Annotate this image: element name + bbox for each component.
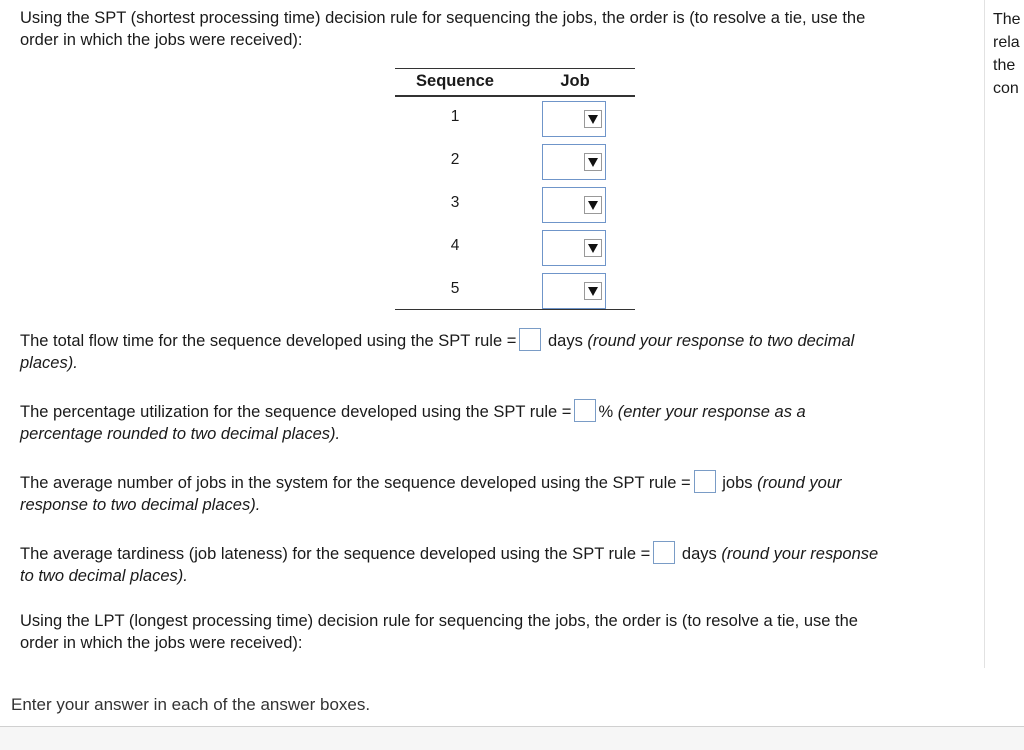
side-panel	[993, 8, 1024, 100]
sequence-number: 2	[450, 151, 460, 168]
spt-intro	[20, 7, 865, 51]
sequence-number: 1	[450, 108, 460, 125]
jobs-hint: (round your	[757, 474, 842, 492]
table-row	[395, 226, 635, 269]
job-select-4[interactable]	[542, 230, 606, 266]
dropdown-arrow-icon[interactable]	[584, 196, 602, 214]
job-select-5[interactable]	[542, 273, 606, 309]
tardy-unit: days	[681, 545, 717, 563]
lpt-intro-line2: order in which the jobs were received):	[20, 634, 303, 652]
side-line: the	[993, 57, 1016, 74]
util-hint: (enter your response as a	[617, 403, 806, 421]
panel-divider	[984, 0, 985, 668]
table-row	[395, 140, 635, 183]
tardy-prefix: The average tardiness (job lateness) for the sequence developed using the SPT rule =	[20, 545, 651, 563]
question-utilization	[20, 401, 806, 445]
jobs-prefix: The average number of jobs in the system for the sequence developed using the SPT rule =	[20, 474, 691, 492]
flow-time-input[interactable]	[519, 328, 541, 351]
dropdown-arrow-icon[interactable]	[584, 110, 602, 128]
dropdown-arrow-icon[interactable]	[584, 153, 602, 171]
dropdown-arrow-icon[interactable]	[584, 239, 602, 257]
average-jobs-input[interactable]	[694, 470, 716, 493]
tardy-hint: (round your response	[721, 545, 879, 563]
flow-unit: days	[547, 332, 583, 350]
util-unit: %	[598, 403, 614, 421]
flow-hint-cont: places).	[20, 354, 78, 372]
jobs-unit: jobs	[722, 474, 753, 492]
sequence-number: 4	[450, 237, 460, 254]
table-header	[395, 68, 635, 97]
job-select-1[interactable]	[542, 101, 606, 137]
jobs-hint-cont: response to two decimal places).	[20, 496, 261, 514]
table-row	[395, 269, 635, 312]
header-sequence: Sequence	[416, 72, 494, 90]
side-line: rela	[993, 34, 1020, 51]
util-prefix: The percentage utilization for the sequence developed using the SPT rule =	[20, 403, 572, 421]
question-total-flow-time	[20, 330, 854, 374]
sequence-number: 3	[450, 194, 460, 211]
question-average-jobs	[20, 472, 842, 516]
dropdown-arrow-icon[interactable]	[584, 282, 602, 300]
job-select-3[interactable]	[542, 187, 606, 223]
question-average-tardiness	[20, 543, 878, 587]
util-hint-cont: percentage rounded to two decimal places).	[20, 425, 341, 443]
answer-instruction: Enter your answer in each of the answer boxes.	[11, 695, 371, 714]
lpt-intro	[20, 610, 858, 654]
average-tardiness-input[interactable]	[653, 541, 675, 564]
side-line: The	[993, 11, 1021, 28]
spt-intro-line1: Using the SPT (shortest processing time) decision rule for sequencing the jobs, the order is (to resolve a tie, use the	[20, 9, 866, 27]
flow-hint: (round your response to two decimal	[587, 332, 855, 350]
sequence-table	[395, 68, 635, 310]
table-row	[395, 183, 635, 226]
table-row	[395, 97, 635, 140]
spt-intro-line2: order in which the jobs were received):	[20, 31, 303, 49]
side-line: con	[993, 80, 1019, 97]
utilization-input[interactable]	[574, 399, 596, 422]
header-job: Job	[560, 72, 590, 90]
footer-bar	[0, 727, 1024, 750]
tardy-hint-cont: to two decimal places).	[20, 567, 188, 585]
lpt-intro-line1: Using the LPT (longest processing time) decision rule for sequencing the jobs, the order is (to resolve a tie, use the	[20, 612, 858, 630]
flow-prefix: The total flow time for the sequence developed using the SPT rule =	[20, 332, 517, 350]
job-select-2[interactable]	[542, 144, 606, 180]
sequence-number: 5	[450, 280, 460, 297]
